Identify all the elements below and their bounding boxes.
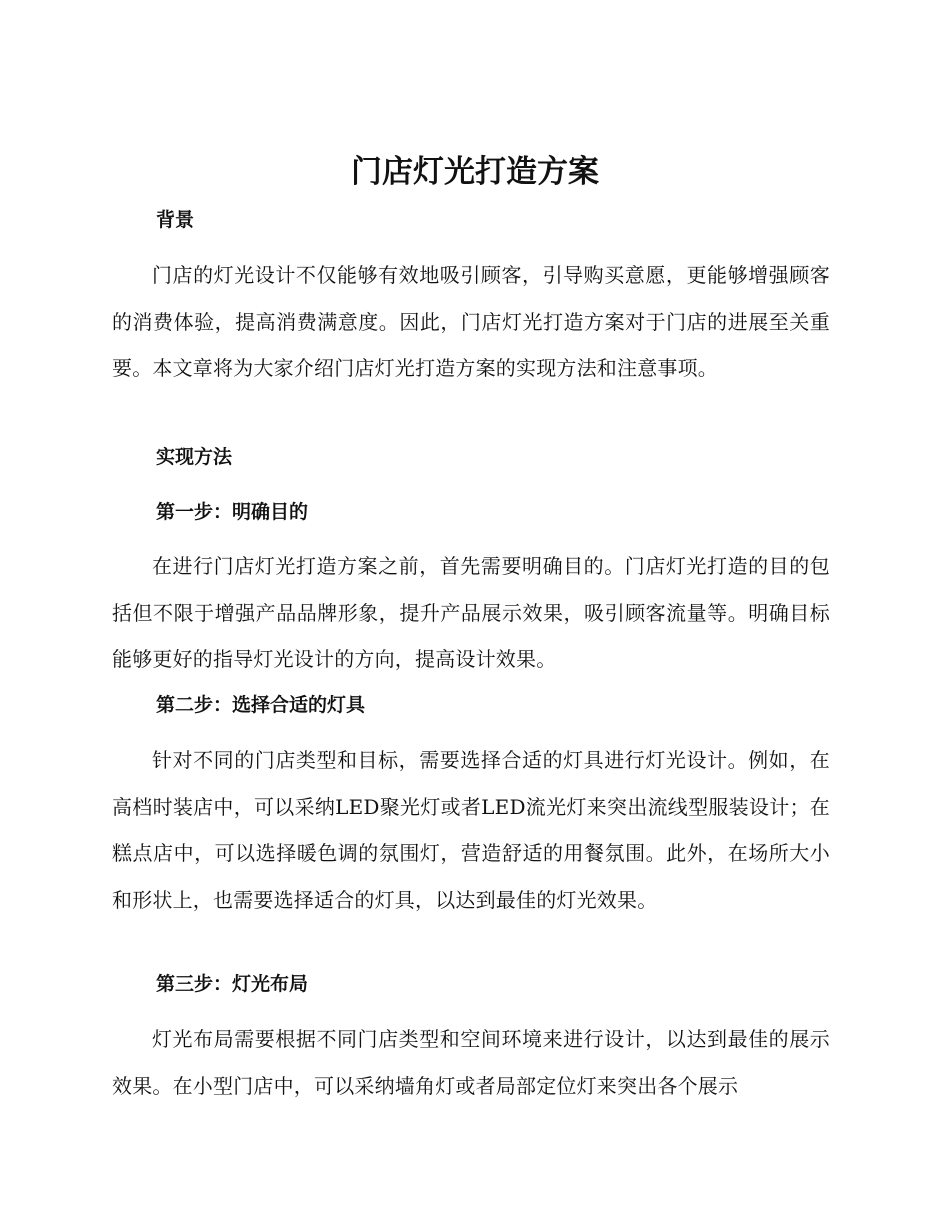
paragraph-step-2: 针对不同的门店类型和目标，需要选择合适的灯具进行灯光设计。例如，在高档时装店中，可以采纳LED聚光灯或者LED流光灯来突出流线型服装设计；在糕点店中，可以选择暖色调的氛围灯，营造舒适的用餐氛围。此外，在场所大小和形状上，也需要选择适合的灯具，以达到最佳的灯光效果。 xyxy=(112,748,830,912)
document-title: 门店灯光打造方案 xyxy=(351,154,599,190)
section-heading-method: 实现方法 xyxy=(156,446,233,468)
paragraph-step-1: 在进行门店灯光打造方案之前，首先需要明确目的。门店灯光打造的目的包括但不限于增强产品品牌形象，提升产品展示效果，吸引顾客流量等。明确目标能够更好的指导灯光设计的方向，提高设计效果。 xyxy=(112,554,830,671)
paragraph-step-3: 灯光布局需要根据不同门店类型和空间环境来进行设计，以达到最佳的展示效果。在小型门店中，可以采纳墙角灯或者局部定位灯来突出各个展示 xyxy=(112,1027,830,1098)
section-heading-background: 背景 xyxy=(156,209,195,231)
paragraph-background: 门店的灯光设计不仅能够有效地吸引顾客，引导购买意愿，更能够增强顾客的消费体验，提高消费满意度。因此，门店灯光打造方案对于门店的进展至关重要。本文章将为大家介绍门店灯光打造方案的实现方法和注意事项。 xyxy=(112,263,830,380)
step-heading-2: 第二步：选择合适的灯具 xyxy=(156,694,366,716)
step-heading-1: 第一步：明确目的 xyxy=(156,501,309,523)
step-heading-3: 第三步：灯光布局 xyxy=(156,973,309,995)
